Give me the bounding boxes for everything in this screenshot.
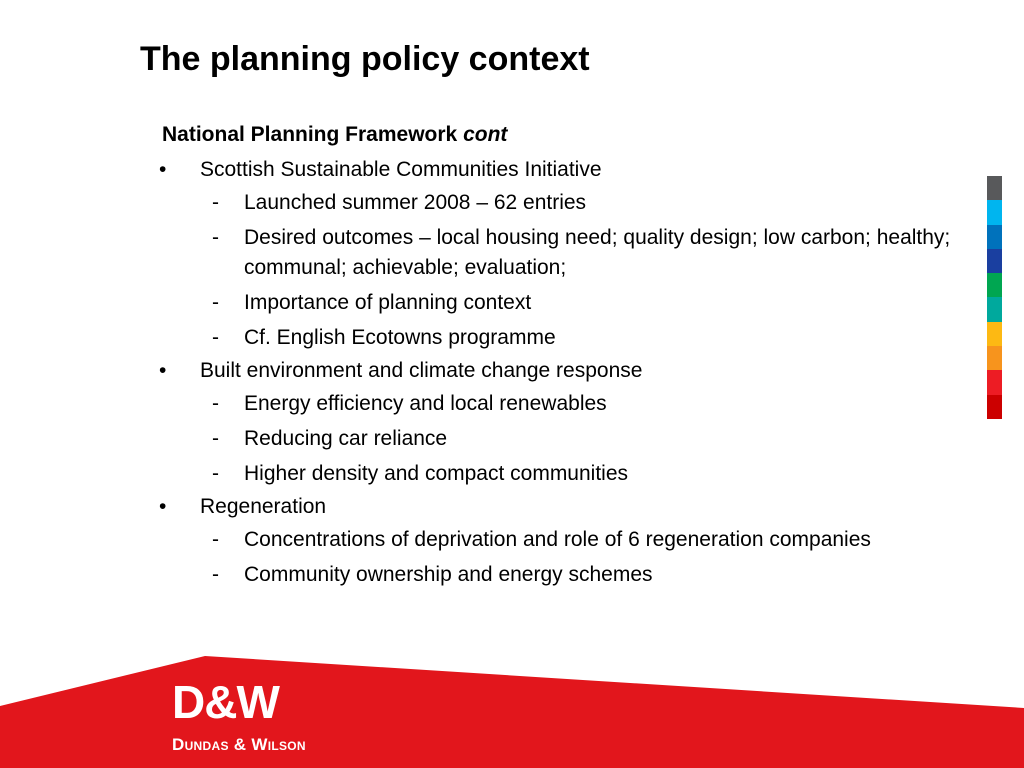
sub-marker: - [212, 291, 219, 314]
slide-title: The planning policy context [140, 40, 590, 78]
color-stripe-segment [987, 297, 1002, 321]
sub-marker: - [212, 392, 219, 415]
section-heading [162, 118, 952, 152]
sub-item [162, 188, 952, 218]
color-stripe-segment [987, 322, 1002, 346]
sub-item [162, 288, 952, 318]
sub-marker: - [212, 528, 219, 551]
color-stripe-segment [987, 346, 1002, 370]
footer-shape [0, 650, 1024, 768]
sub-item-text: Reducing car reliance [244, 427, 448, 450]
sub-item [162, 560, 952, 590]
sub-marker: - [212, 226, 219, 249]
color-stripe-segment [987, 176, 1002, 200]
sub-item [162, 389, 952, 419]
color-stripe-segment [987, 225, 1002, 249]
bullet-marker: • [159, 359, 167, 382]
sub-item-text: Cf. English Ecotowns programme [244, 326, 556, 349]
sub-marker: - [212, 427, 219, 450]
color-stripe [987, 176, 1002, 419]
footer-band [0, 650, 1024, 768]
bullet-text: Scottish Sustainable Communities Initiative [200, 158, 602, 181]
sub-marker: - [212, 326, 219, 349]
slide-body [159, 118, 952, 595]
sub-item [162, 323, 952, 353]
sub-item-text: Community ownership and energy schemes [244, 563, 653, 586]
color-stripe-segment [987, 200, 1002, 224]
sub-marker: - [212, 191, 219, 214]
color-stripe-segment [987, 249, 1002, 273]
heading-italic-text: cont [463, 123, 508, 146]
color-stripe-segment [987, 370, 1002, 394]
bullet-marker: • [159, 158, 167, 181]
bullet-item [159, 157, 952, 183]
sub-marker: - [212, 462, 219, 485]
sub-item-text: Higher density and compact communities [244, 462, 629, 485]
company-name: Dundas & Wilson [172, 735, 306, 754]
heading-text: National Planning Framework [162, 123, 458, 146]
bullet-marker: • [159, 495, 167, 518]
sub-item-text: Concentrations of deprivation and role of 6 regeneration companies [244, 528, 871, 551]
sub-item-text: Importance of planning context [244, 291, 532, 314]
company-logo: D&W [172, 676, 279, 728]
bullet-item [159, 358, 952, 384]
sub-item [162, 459, 952, 489]
color-stripe-segment [987, 273, 1002, 297]
bullet-item [159, 494, 952, 520]
sub-marker: - [212, 563, 219, 586]
bullet-text: Built environment and climate change response [200, 359, 643, 382]
color-stripe-segment [987, 395, 1002, 419]
sub-item-text: Energy efficiency and local renewables [244, 392, 607, 415]
bullet-text: Regeneration [200, 495, 327, 518]
sub-item [162, 424, 952, 454]
sub-item [162, 525, 952, 555]
sub-item [162, 223, 952, 283]
sub-item-text: Launched summer 2008 – 62 entries [244, 191, 587, 214]
sub-item-text: Desired outcomes – local housing need; quality design; low carbon; healthy; communal; achievable; evaluation; [244, 226, 951, 279]
